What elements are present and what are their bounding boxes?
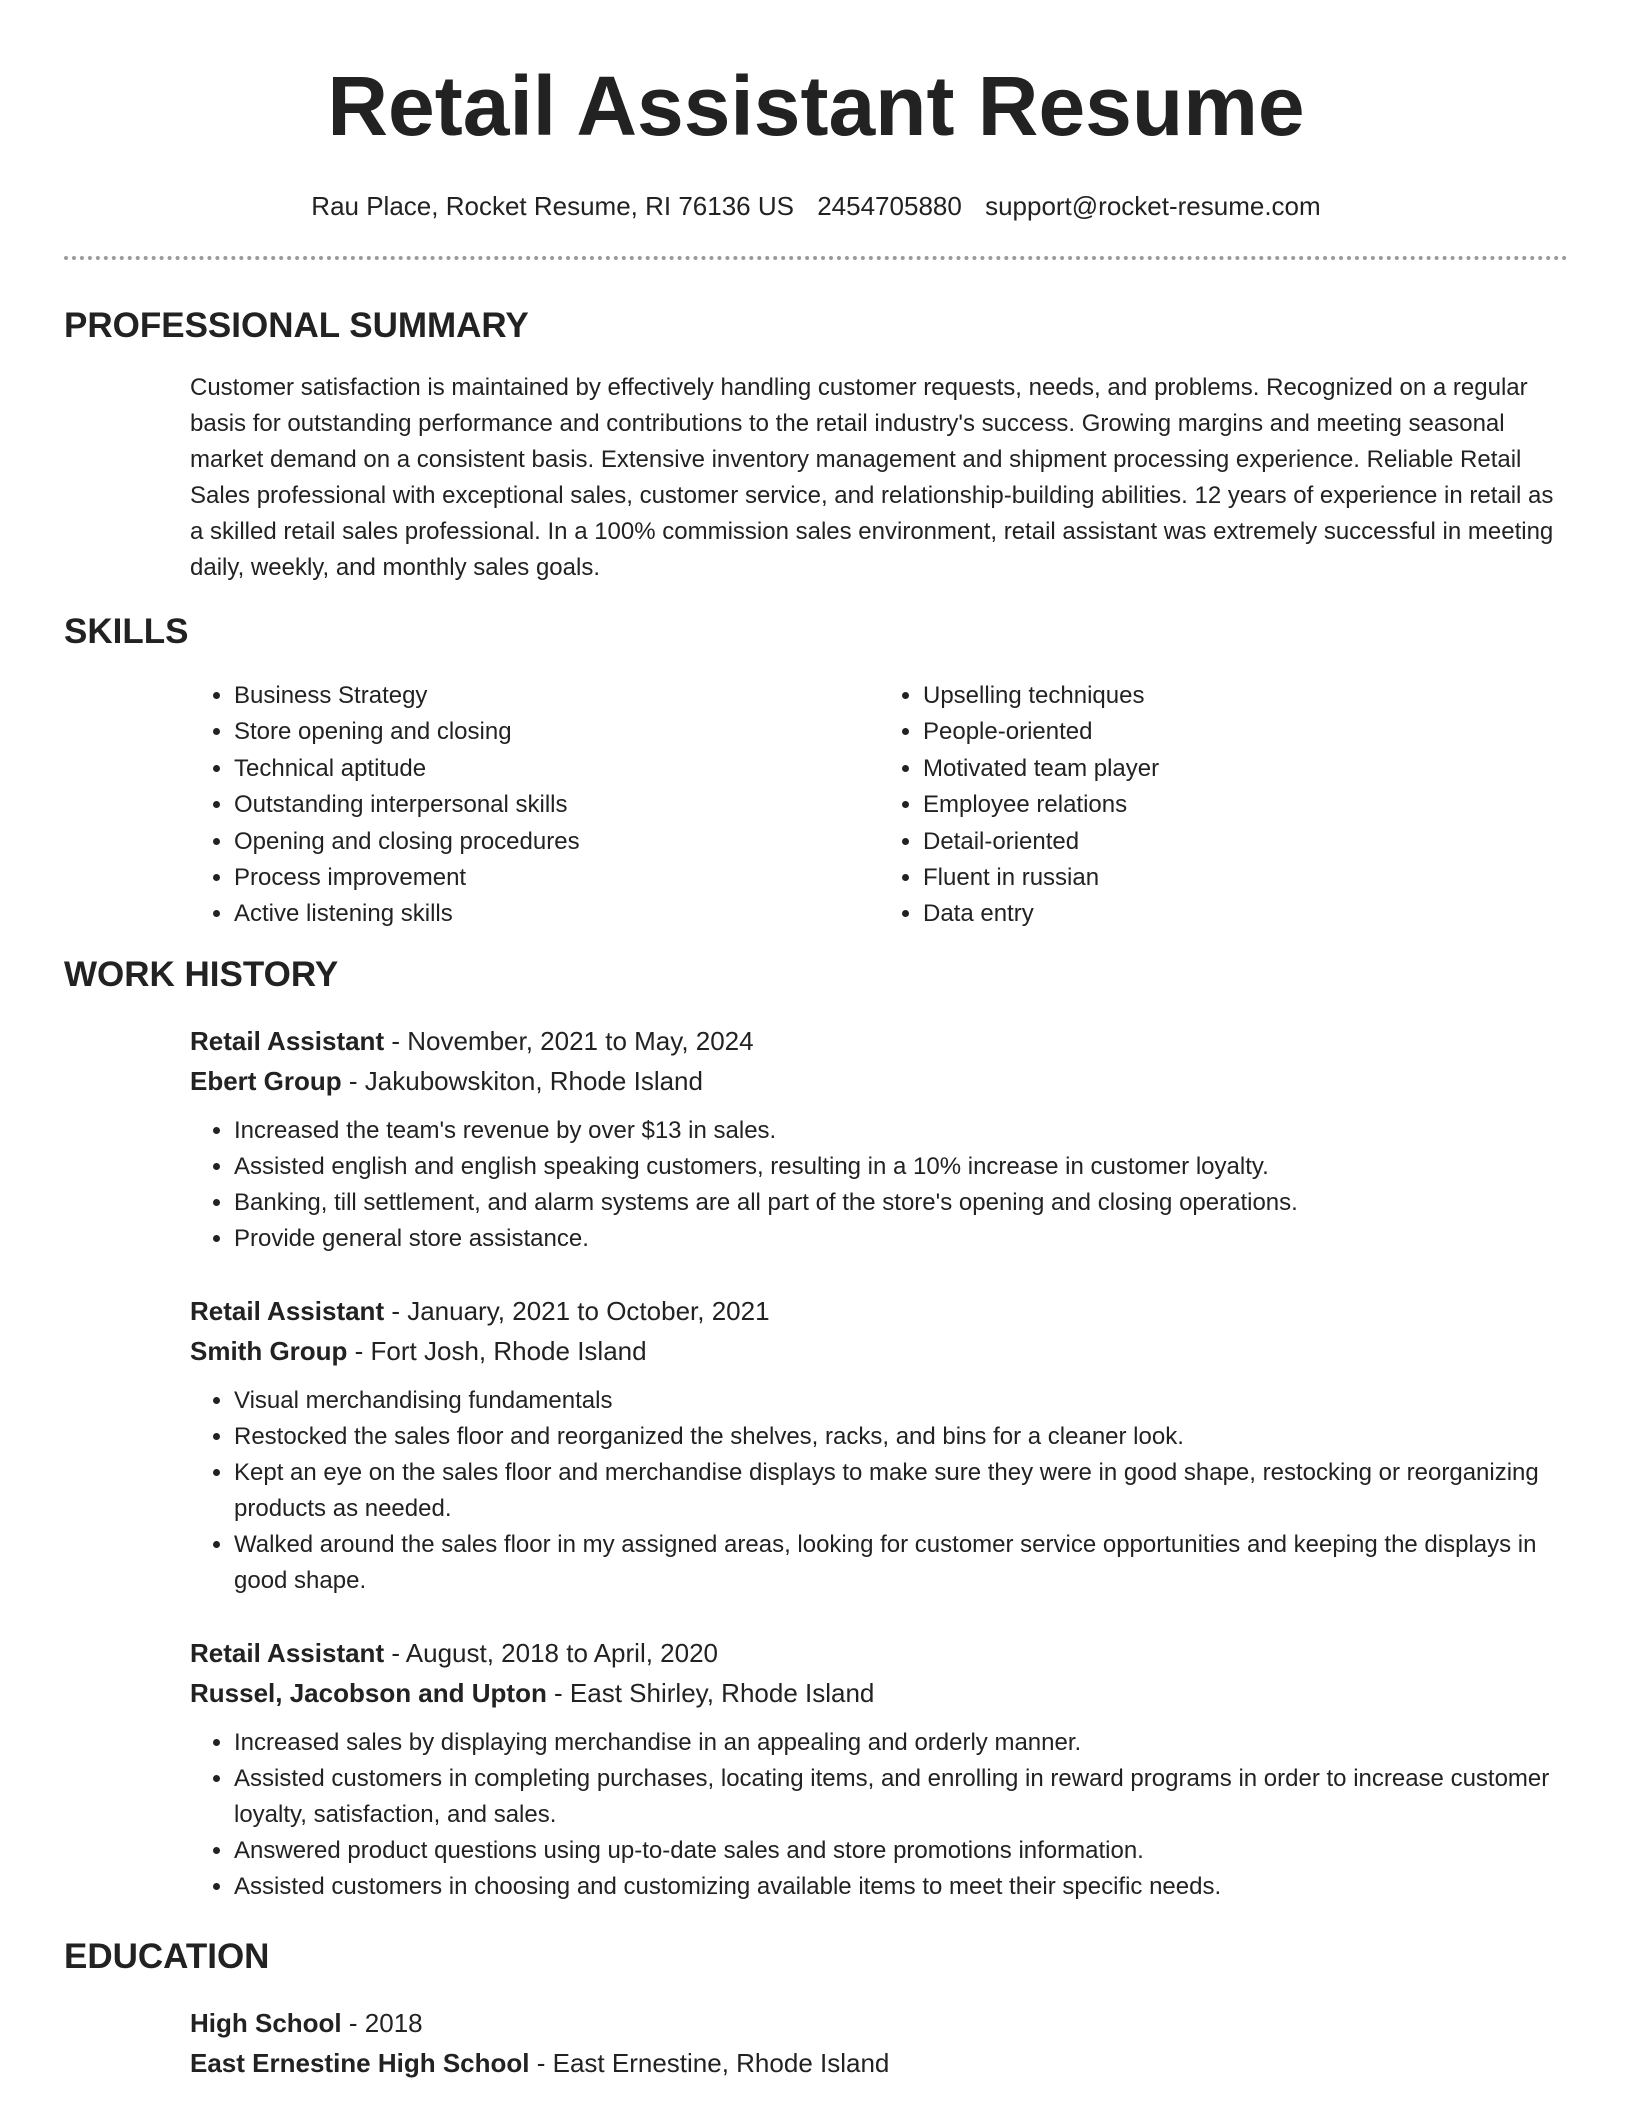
education-degree: High School — [190, 2007, 342, 2038]
email-text: support@rocket-resume.com — [985, 191, 1321, 221]
education-school-line — [190, 2043, 1568, 2083]
job-bullet: • Walked around the sales floor in my assigned areas, looking for customer service opportunities and keeping the displays in good shape. — [234, 1527, 1568, 1599]
education-heading: EDUCATION — [64, 1936, 270, 1976]
skill-item: • Outstanding interpersonal skills — [234, 787, 879, 823]
phone-text: 2454705880 — [817, 191, 962, 221]
job-bullet: • Increased sales by displaying merchandise in an appealing and orderly manner. — [234, 1725, 1568, 1761]
skill-item: • People-oriented — [923, 714, 1568, 750]
job-bullet: • Kept an eye on the sales floor and merchandise displays to make sure they were in good shape, restocking or reorganizing products as needed. — [234, 1455, 1568, 1527]
job-role-line — [190, 1021, 1568, 1061]
skill-item: • Technical aptitude — [234, 751, 879, 787]
job-company-line — [190, 1061, 1568, 1101]
job-dates: - November, 2021 to May, 2024 — [384, 1025, 754, 1056]
header-divider — [64, 256, 1568, 260]
job-role: Retail Assistant — [190, 1025, 385, 1056]
job-role: Retail Assistant — [190, 1295, 385, 1326]
education-year: - 2018 — [341, 2007, 423, 2038]
skills-list — [190, 678, 1568, 933]
job-bullets — [190, 1383, 1568, 1599]
work-history-heading: WORK HISTORY — [64, 954, 339, 994]
skill-item: • Fluent in russian — [923, 860, 1568, 896]
job-company: Ebert Group — [190, 1065, 342, 1096]
job-bullets — [190, 1725, 1568, 1905]
summary-text: Customer satisfaction is maintained by effectively handling customer requests, needs, and problems. Recognized on a regular basis for outstanding performance and contributions to the retail industry's success. Growing margins and meeting seasonal market demand on a consistent basis. Extensive inventory management and shipment processing experience. Reliable Retail Sales professional with exceptional sales, customer service, and relationship-building abilities. 12 years of experience in retail as a skilled retail sales professional. In a 100% commission sales environment, retail assistant was extremely successful in meeting daily, weekly, and monthly sales goals. — [190, 374, 1554, 581]
job-bullet: • Visual merchandising fundamentals — [234, 1383, 1568, 1419]
skill-item: • Data entry — [923, 896, 1568, 932]
job-bullets — [190, 1113, 1568, 1257]
skill-item: • Motivated team player — [923, 751, 1568, 787]
job-company-line — [190, 1331, 1568, 1371]
resume-title: Retail Assistant Resume — [327, 59, 1305, 153]
education-location: - East Ernestine, Rhode Island — [529, 2047, 890, 2078]
job-entry — [190, 1021, 1568, 1257]
skills-column-left — [190, 678, 879, 933]
education-entry — [190, 2003, 1568, 2083]
job-bullet: • Increased the team's revenue by over $13 in sales. — [234, 1113, 1568, 1149]
skill-item: • Active listening skills — [234, 896, 879, 932]
job-role-line — [190, 1633, 1568, 1673]
education-degree-line — [190, 2003, 1568, 2043]
job-bullet: • Assisted english and english speaking customers, resulting in a 10% increase in customer loyalty. — [234, 1149, 1568, 1185]
skill-item: • Employee relations — [923, 787, 1568, 823]
job-role: Retail Assistant — [190, 1637, 385, 1668]
skill-item: • Store opening and closing — [234, 714, 879, 750]
address-text: Rau Place, Rocket Resume, RI 76136 US — [311, 191, 794, 221]
skill-item: • Opening and closing procedures — [234, 824, 879, 860]
skills-heading: SKILLS — [64, 612, 189, 651]
job-dates: - August, 2018 to April, 2020 — [384, 1637, 719, 1668]
skill-item: • Process improvement — [234, 860, 879, 896]
job-location: - Fort Josh, Rhode Island — [347, 1335, 647, 1366]
job-bullet: • Assisted customers in choosing and customizing available items to meet their specific needs. — [234, 1869, 1568, 1905]
contact-line — [64, 190, 1568, 222]
skill-item: • Upselling techniques — [923, 678, 1568, 714]
job-bullet: • Assisted customers in completing purchases, locating items, and enrolling in reward programs in order to increase customer loyalty, satisfaction, and sales. — [234, 1761, 1568, 1833]
job-company: Smith Group — [190, 1335, 348, 1366]
job-location: - Jakubowskiton, Rhode Island — [341, 1065, 703, 1096]
job-bullet: • Provide general store assistance. — [234, 1221, 1568, 1257]
skill-item: • Detail-oriented — [923, 824, 1568, 860]
education-school: East Ernestine High School — [190, 2047, 530, 2078]
job-company: Russel, Jacobson and Upton — [190, 1677, 547, 1708]
skills-column-right — [879, 678, 1568, 933]
job-company-line — [190, 1673, 1568, 1713]
job-bullet: • Answered product questions using up-to-date sales and store promotions information. — [234, 1833, 1568, 1869]
job-bullet: • Restocked the sales floor and reorganized the shelves, racks, and bins for a cleaner look. — [234, 1419, 1568, 1455]
job-dates: - January, 2021 to October, 2021 — [384, 1295, 770, 1326]
job-entry — [190, 1633, 1568, 1905]
job-role-line — [190, 1291, 1568, 1331]
skill-item: • Business Strategy — [234, 678, 879, 714]
job-entry — [190, 1291, 1568, 1599]
job-bullet: • Banking, till settlement, and alarm systems are all part of the store's opening and closing operations. — [234, 1185, 1568, 1221]
summary-heading: PROFESSIONAL SUMMARY — [64, 306, 529, 345]
job-location: - East Shirley, Rhode Island — [546, 1677, 875, 1708]
